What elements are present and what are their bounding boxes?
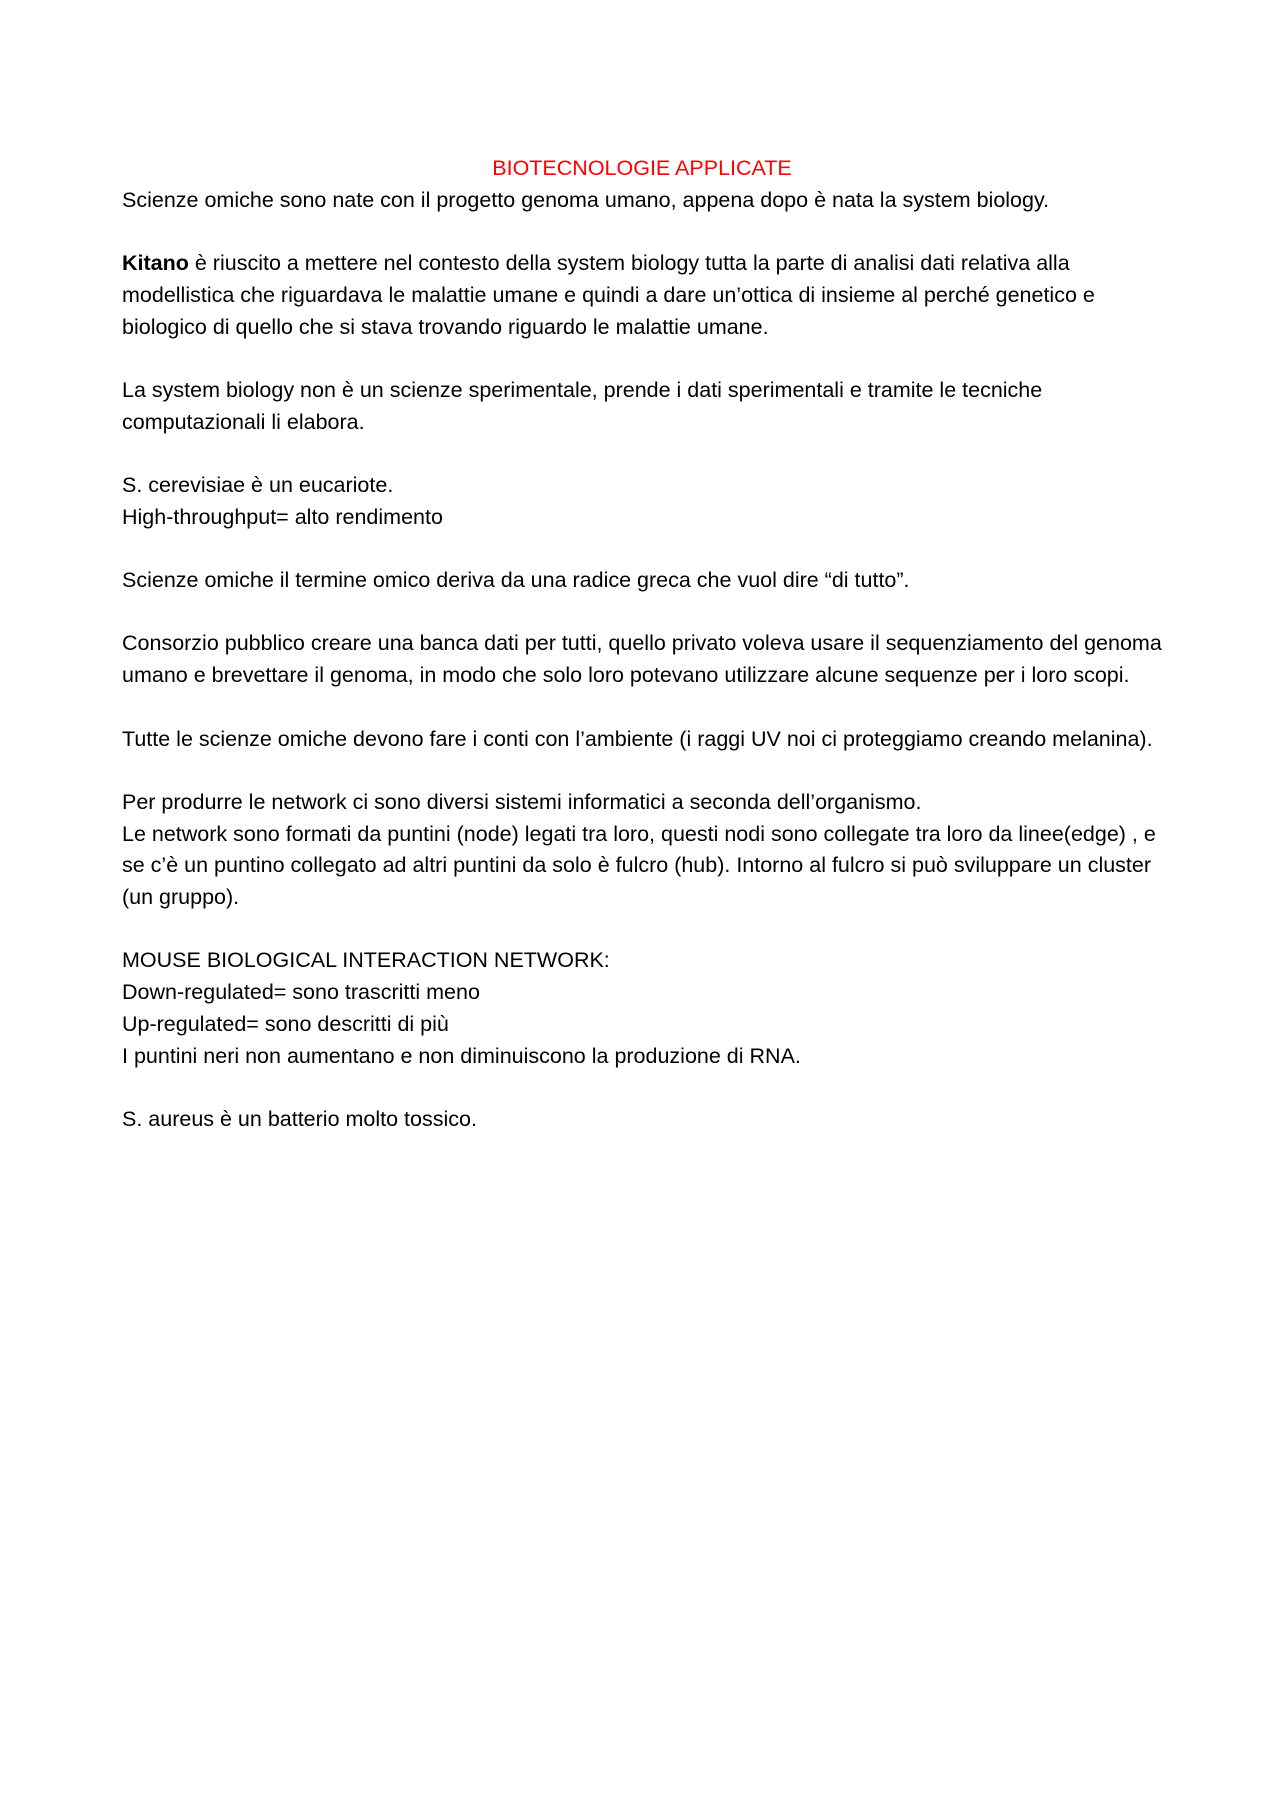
line-network-systems: Per produrre le network ci sono diversi sistemi informatici a seconda dell’organismo. (122, 789, 922, 814)
paragraph-omics-origin: Scienze omiche sono nate con il progetto genoma umano, appena dopo è nata la system biology. (122, 187, 1050, 212)
paragraph-consortium: Consorzio pubblico creare una banca dati per tutti, quello privato voleva usare il sequenziamento del genoma umano e brevettare il genoma, in modo che solo loro potevano utilizzare alcune sequenze per i loro scopi. (122, 631, 1162, 688)
paragraph-omico-term: Scienze omiche il termine omico deriva da una radice greca che vuol dire “di tutto”. (122, 568, 910, 593)
paragraph-mouse-network (122, 945, 1162, 1072)
line-up-regulated: Up-regulated= sono descritti di più (122, 1011, 449, 1036)
paragraph-aureus: S. aureus è un batterio molto tossico. (122, 1106, 477, 1131)
line-down-regulated: Down-regulated= sono trascritti meno (122, 980, 480, 1005)
line-mouse-heading: MOUSE BIOLOGICAL INTERACTION NETWORK: (122, 948, 610, 973)
line-high-throughput: High-throughput= alto rendimento (122, 504, 443, 529)
document-title: BIOTECNOLOGIE APPLICATE (492, 156, 792, 180)
line-cerevisiae: S. cerevisiae è un eucariote. (122, 472, 394, 497)
paragraph-environment: Tutte le scienze omiche devono fare i conti con l’ambiente (i raggi UV noi ci proteggiamo creando melanina). (122, 726, 1153, 751)
paragraph-kitano (122, 248, 1162, 343)
line-black-dots: I puntini neri non aumentano e non diminuiscono la produzione di RNA. (122, 1043, 801, 1068)
paragraph-system-biology: La system biology non è un scienze sperimentale, prende i dati sperimentali e tramite le tecniche computazionali li elabora. (122, 377, 1043, 434)
line-network-nodes: Le network sono formati da puntini (node) legati tra loro, questi nodi sono collegate tra loro da linee(edge) , e se c’è un puntino collegato ad altri puntini da solo è fulcro (hub). Intorno al fulcro si può sviluppare un cluster (un gruppo). (122, 821, 1156, 910)
kitano-name: Kitano (122, 251, 189, 276)
paragraph-cerevisiae (122, 470, 1162, 533)
kitano-text: è riuscito a mettere nel contesto della system biology tutta la parte di analisi dati relativa alla modellistica che riguardava le malattie umane e quindi a dare un’ottica di insieme al perché genetico e biologico di quello che si stava trovando riguardo le malattie umane. (122, 251, 1095, 339)
document-body (122, 153, 1162, 1167)
paragraph-network (122, 787, 1162, 914)
